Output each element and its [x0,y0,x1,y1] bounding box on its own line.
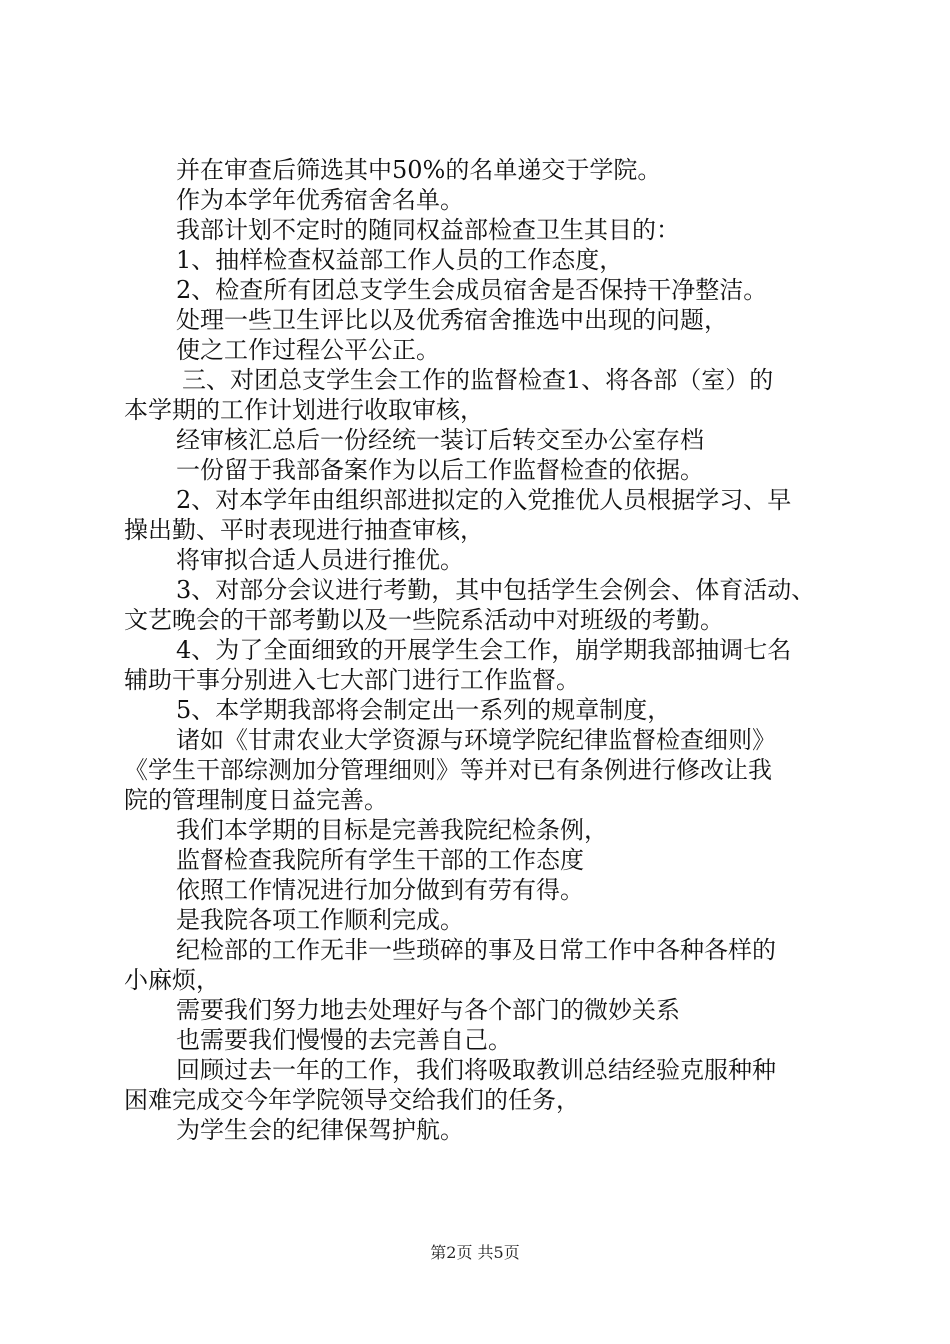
text-line: 5、本学期我部将会制定出一系列的规章制度， [176,696,672,724]
text-line: 我部计划不定时的随同权益部检查卫生其目的： [176,216,680,244]
text-line: 为学生会的纪律保驾护航。 [176,1116,464,1144]
text-line: 3、对部分会议进行考勤，其中包括学生会例会、体育活动、 [176,576,816,604]
text-line: 处理一些卫生评比以及优秀宿舍推选中出现的问题， [176,306,728,334]
text-line: 操出勤、平时表现进行抽查审核， [124,516,484,544]
text-line: 本学期的工作计划进行收取审核， [124,396,484,424]
text-line: 小麻烦， [124,966,220,994]
text-line: 也需要我们慢慢的去完善自己。 [176,1026,512,1054]
text-line: 我们本学期的目标是完善我院纪检条例， [176,816,608,844]
text-line: 并在审查后筛选其中50%的名单递交于学院。 [176,156,662,184]
text-line: 1、抽样检查权益部工作人员的工作态度， [176,246,624,274]
page-footer: 第2页 共5页 [430,1243,520,1262]
text-line: 诸如《甘肃农业大学资源与环境学院纪律监督检查细则》 [176,726,776,754]
text-line: 纪检部的工作无非一些琐碎的事及日常工作中各种各样的 [176,936,776,964]
text-line: 2、检查所有团总支学生会成员宿舍是否保持干净整洁。 [176,276,768,304]
text-line: 回顾过去一年的工作，我们将吸取教训总结经验克服种种 [176,1056,776,1084]
text-line: 使之工作过程公平公正。 [176,336,440,364]
text-line: 一份留于我部备案作为以后工作监督检查的依据。 [176,456,704,484]
text-line: 2、对本学年由组织部进拟定的入党推优人员根据学习、早 [176,486,792,514]
text-line: 三、对团总支学生会工作的监督检查1、将各部（室）的 [182,366,774,394]
body-text [124,155,834,1145]
text-line: 作为本学年优秀宿舍名单。 [176,186,464,214]
text-line: 困难完成交今年学院领导交给我们的任务， [124,1086,580,1114]
text-line: 文艺晚会的干部考勤以及一些院系活动中对班级的考勤。 [124,606,724,634]
text-line: 将审拟合适人员进行推优。 [176,546,464,574]
text-line: 《学生干部综测加分管理细则》等并对已有条例进行修改让我 [124,756,772,784]
text-line: 经审核汇总后一份经统一装订后转交至办公室存档 [176,426,704,454]
text-line: 监督检查我院所有学生干部的工作态度 [176,846,584,874]
text-line: 4、为了全面细致的开展学生会工作，崩学期我部抽调七名 [176,636,792,664]
text-line: 需要我们努力地去处理好与各个部门的微妙关系 [176,996,680,1024]
text-line: 是我院各项工作顺利完成。 [176,906,464,934]
text-line: 辅助干事分别进入七大部门进行工作监督。 [124,666,580,694]
text-line: 院的管理制度日益完善。 [124,786,388,814]
text-line: 依照工作情况进行加分做到有劳有得。 [176,876,584,904]
